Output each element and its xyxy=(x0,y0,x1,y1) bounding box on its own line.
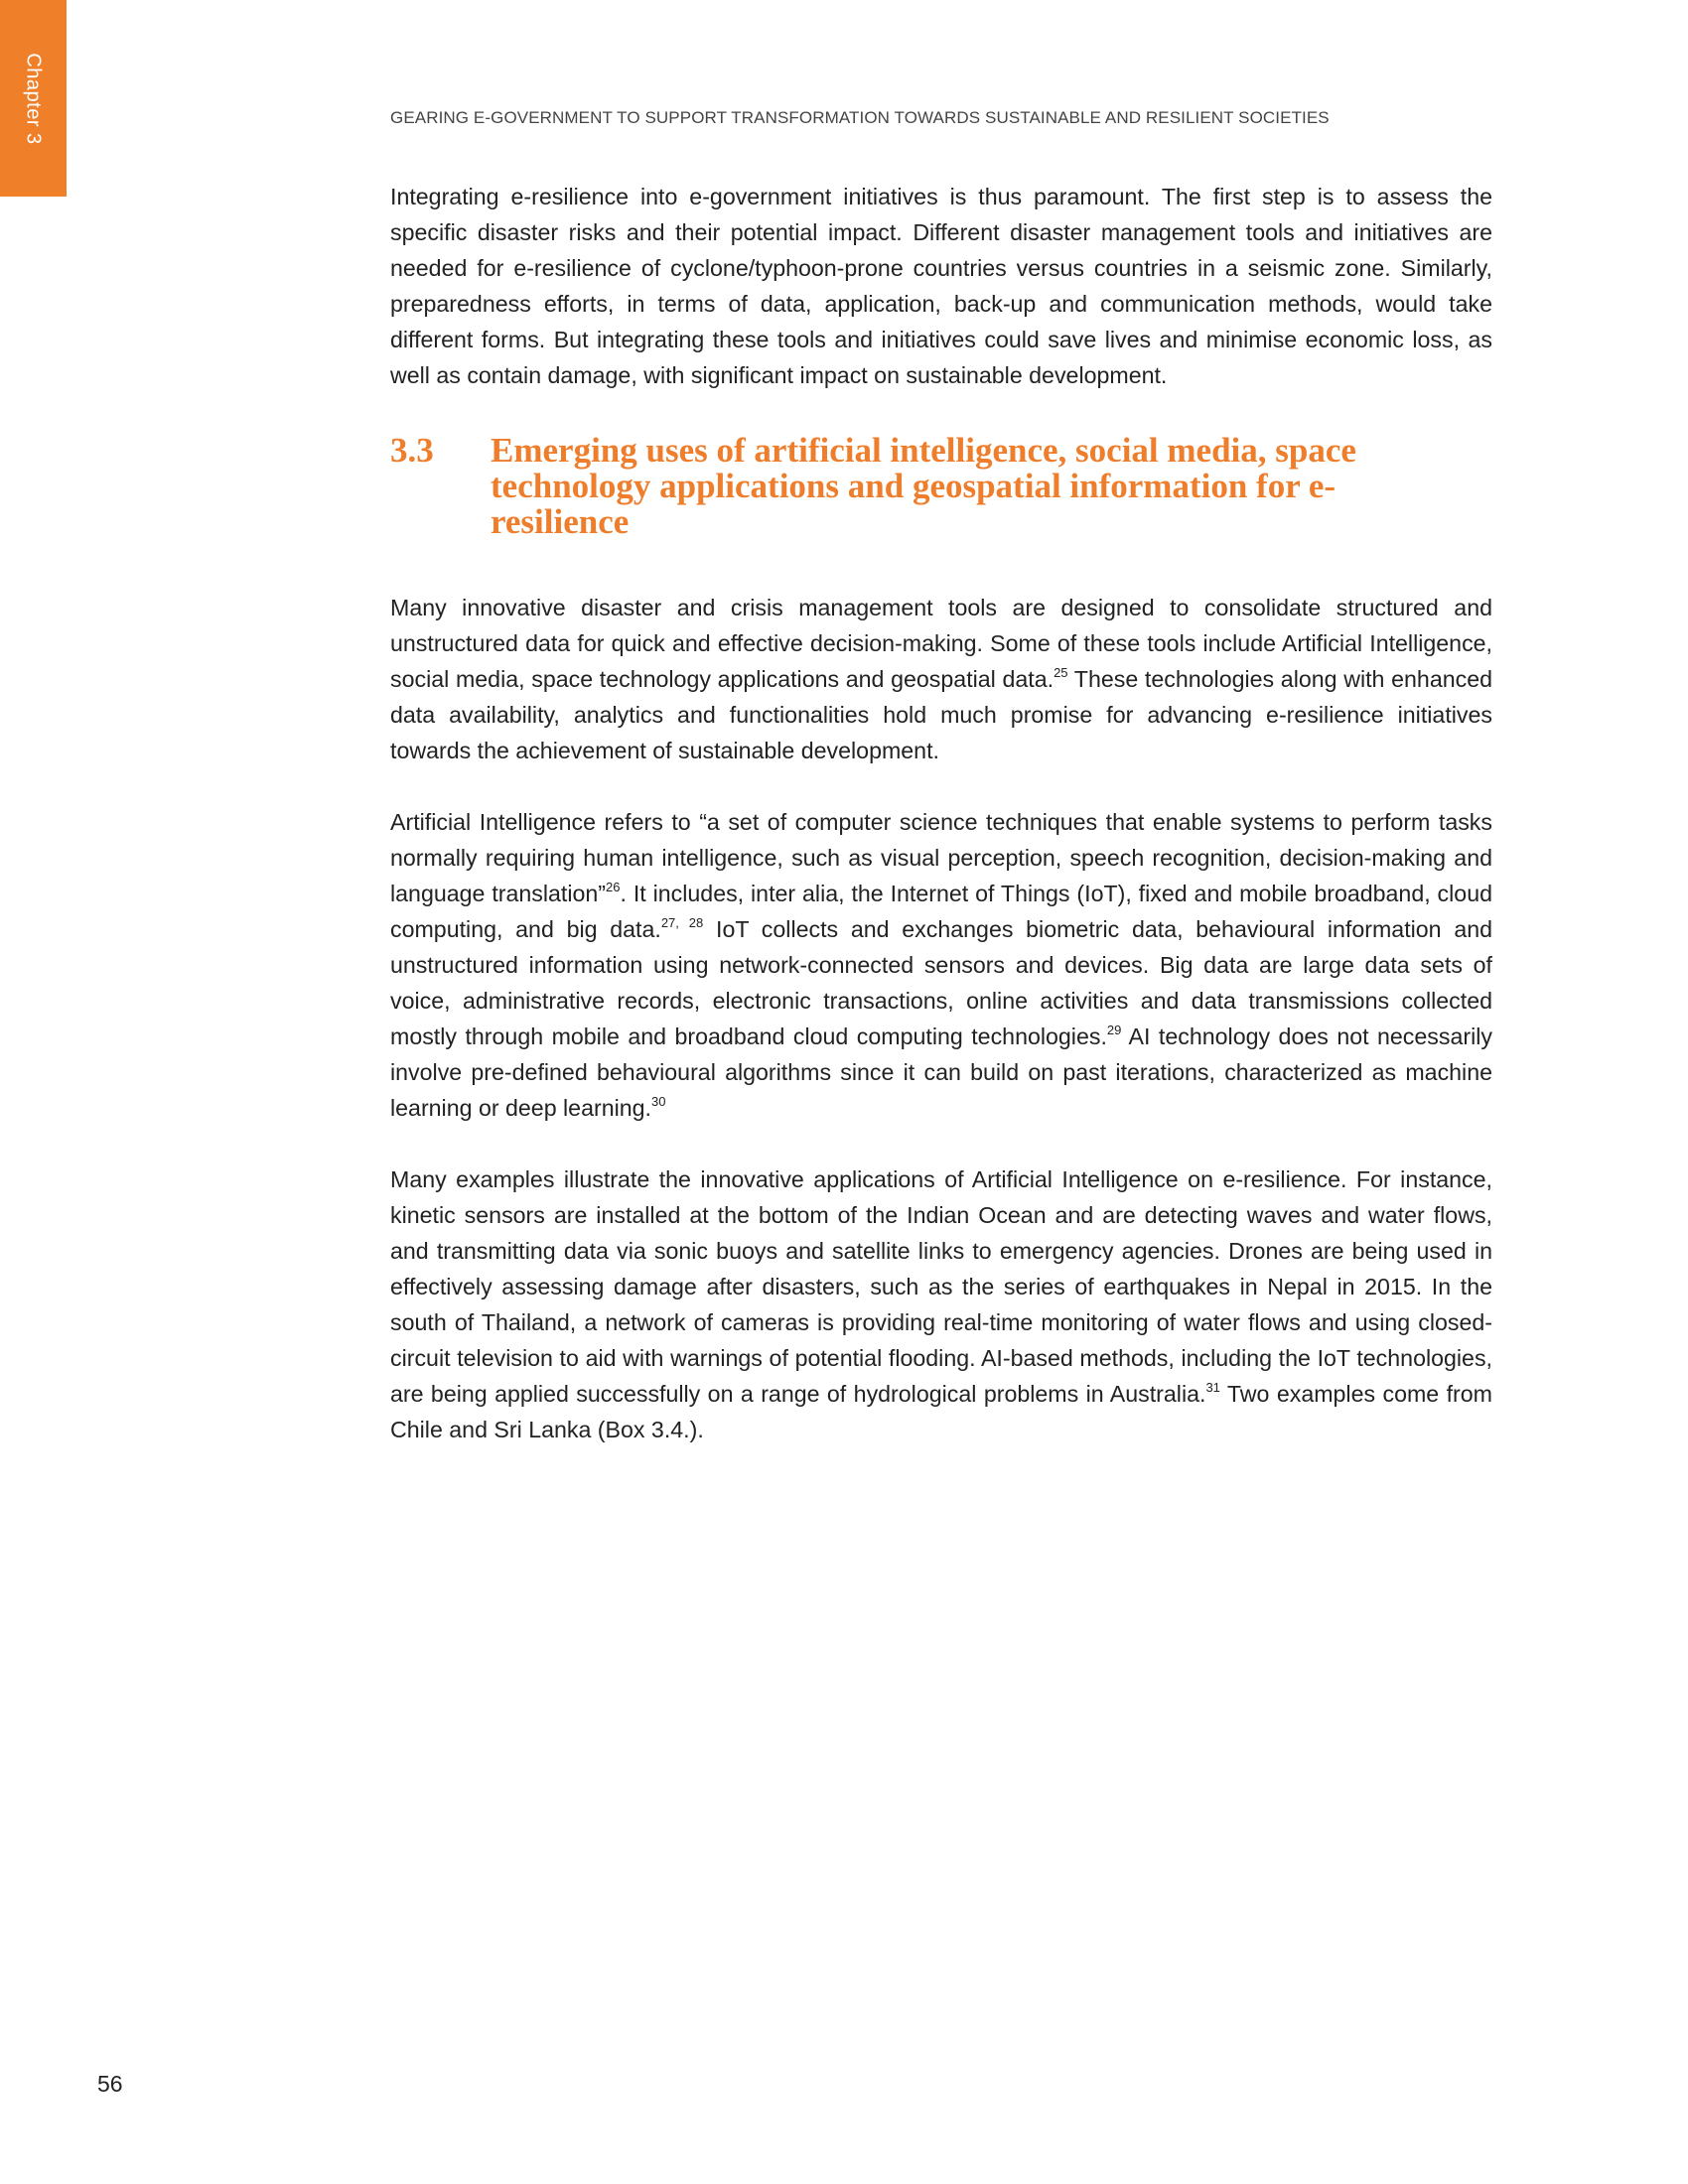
paragraph-text: Artificial Intelligence refers to “a set of computer science techniques that enable systems to perform tasks normally requiring human intelligence, such as visual perception, speech recognition, decision-making and language translation” xyxy=(390,809,1492,906)
footnote-ref-25[interactable]: 25 xyxy=(1054,665,1068,681)
paragraph-text: . It includes, inter alia, the Internet of Things (IoT), fixed and mobile broadband, cloud computing, and big data. xyxy=(390,881,1492,942)
section-heading xyxy=(390,433,1492,540)
paragraph-text: Many innovative disaster and crisis management tools are designed to consolidate structured and unstructured data for quick and effective decision-making. Some of these tools include Artificial Intelligence, social media, space technology applications and geospatial data. xyxy=(390,595,1492,692)
chapter-tab-label: Chapter 3 xyxy=(23,52,45,145)
footnote-ref-27-28[interactable]: 27, 28 xyxy=(660,915,704,931)
section-title: Emerging uses of artificial intelligence, social media, space technology applications and geospatial information for e-resilience xyxy=(491,431,1356,541)
chapter-tab xyxy=(0,0,67,197)
main-content xyxy=(390,179,1492,1447)
paragraph-text: AI technology does not necessarily involve pre-defined behavioural algorithms since it can build on past iterations, characterized as machine learning or deep learning. xyxy=(390,1024,1493,1121)
paragraph-text: These technologies along with enhanced data availability, analytics and functionalities hold much promise for advancing e-resilience initiatives towards the achievement of sustainable development. xyxy=(390,666,1492,763)
footnote-ref-29[interactable]: 29 xyxy=(1106,1023,1122,1038)
body-paragraph-3 xyxy=(390,1161,1492,1447)
body-paragraph-1 xyxy=(390,590,1492,768)
running-header: GEARING E-GOVERNMENT TO SUPPORT TRANSFORMATION TOWARDS SUSTAINABLE AND RESILIENT SOCIETIES xyxy=(390,108,1330,127)
footnote-ref-26[interactable]: 26 xyxy=(606,880,621,895)
paragraph-text: Two examples come from Chile and Sri Lanka (Box 3.4.). xyxy=(390,1381,1492,1442)
body-paragraph-2 xyxy=(390,804,1492,1126)
section-number: 3.3 xyxy=(390,431,434,470)
page-number: 56 xyxy=(97,2071,123,2097)
footnote-ref-30[interactable]: 30 xyxy=(650,1094,666,1110)
intro-paragraph: Integrating e-resilience into e-government initiatives is thus paramount. The first step is to assess the specific disaster risks and their potential impact. Different disaster management tools and initiatives are needed for e-resilience of cyclone/typhoon-prone countries versus countries in a seismic zone. Similarly, preparedness efforts, in terms of data, application, back-up and communication methods, would take different forms. But integrating these tools and initiatives could save lives and minimise economic loss, as well as contain damage, with significant impact on sustainable development. xyxy=(390,184,1492,388)
footnote-ref-31[interactable]: 31 xyxy=(1205,1380,1220,1396)
paragraph-text: IoT collects and exchanges biometric data, behavioural information and unstructured information using network-connected sensors and devices. Big data are large data sets of voice, administrative records, electronic transactions, online activities and data transmissions collected mostly through mobile and broadband cloud computing technologies. xyxy=(390,916,1493,1049)
paragraph-text: Many examples illustrate the innovative applications of Artificial Intelligence on e-resilience. For instance, kinetic sensors are installed at the bottom of the Indian Ocean and are detecting waves and water flows, and transmitting data via sonic buoys and satellite links to emergency agencies. Drones are being used in effectively assessing damage after disasters, such as the series of earthquakes in Nepal in 2015. In the south of Thailand, a network of cameras is providing real-time monitoring of water flows and using closed-circuit television to aid with warnings of potential flooding. AI-based methods, including the IoT technologies, are being applied successfully on a range of hydrological problems in Australia. xyxy=(390,1166,1492,1407)
